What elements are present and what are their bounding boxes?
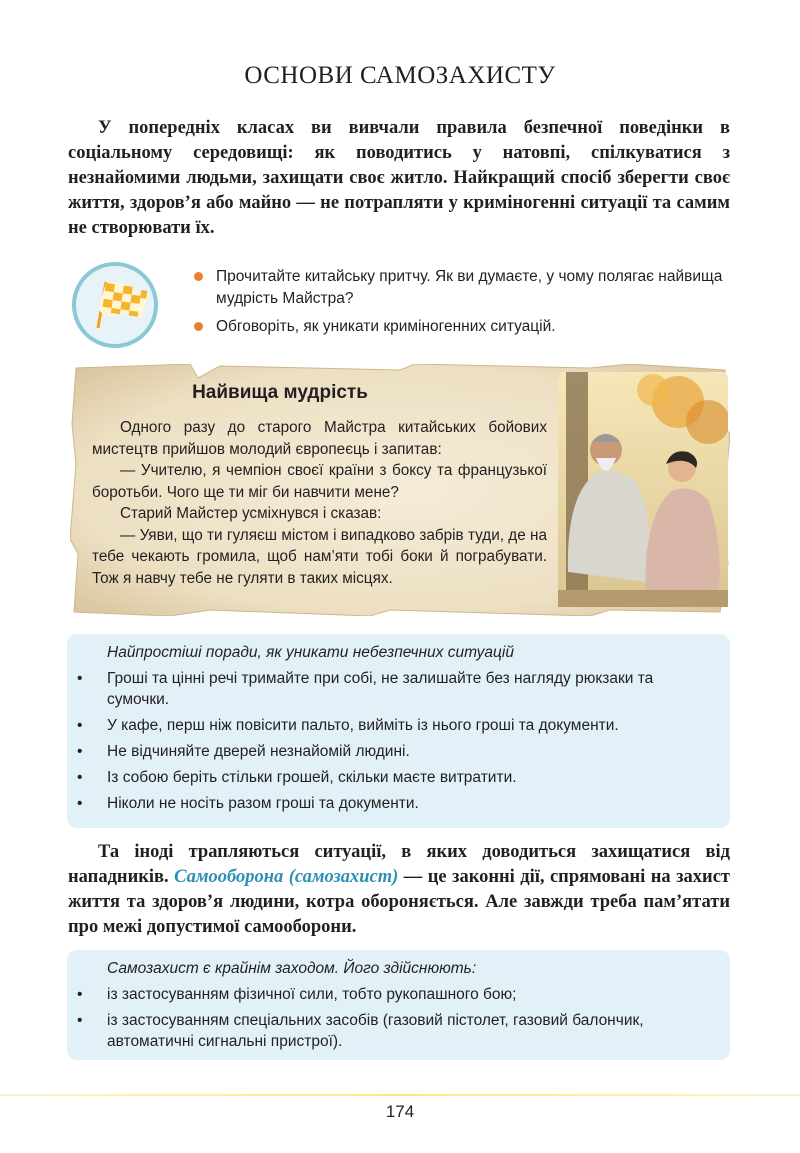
bullet-dot-icon [194,272,203,281]
story-paragraph: Старий Майстер усміхнувся і сказав: [120,505,382,522]
bullet-dot-icon [194,322,203,331]
story-paragraph: — Учителю, я чемпіон своєї країни з боксу та французької боротьби. Чого ще ти міг би навчити мене? [92,462,547,501]
list-item: • У кафе, перш ніж повісити пальто, вийміть із нього гроші та документи. [77,717,619,734]
tips-list [67,668,730,819]
footer-divider [0,1094,800,1096]
list-item: • Гроші та цінні речі тримайте при собі, не залишайте без нагляду рюкзаки та сумочки. [77,670,654,708]
story-parchment [70,364,730,616]
list-item: • Не відчиняйте дверей незнайомій людині. [77,743,410,760]
self-defense-paragraph: Та іноді трапляються ситуації, в яких доводиться захищатися від нападників. Самооборона (самозахист) — це законні дії, спрямовані на захист життя та здоров’я людини, котра обороняється. Але завжди треба пам’ятати про межі допустимої самооборони. [68,842,731,937]
checkered-flag-icon [72,262,158,348]
master-and-student-illustration [558,372,728,607]
means-list [67,984,730,1057]
story-text [92,417,547,589]
term-self-defense: Самооборона (самозахист) [174,867,399,887]
task-list [190,266,735,344]
page-title: ОСНОВИ САМОЗАХИСТУ [244,62,556,89]
story-title: Найвища мудрість [192,382,368,403]
list-item: • із застосуванням спеціальних засобів (газовий пістолет, газовий балончик, автоматичні сигнальні пристрої). [77,1012,644,1050]
intro-paragraph: У попередніх класах ви вивчали правила безпечної поведінки в соціальному середовищі: як поводитись у натовпі, спілкуватися з незнайомими людьми, захищати своє житло. Найкращий спосіб зберегти своє життя, здоров’я або майно — не потрапляти у криміногенні ситуації та самим не створювати їх. [68,118,730,238]
tips-box [67,634,730,828]
task-item: Прочитайте китайську притчу. Як ви думаєте, у чому полягає найвища мудрість Майстра? [190,266,735,310]
tips-heading: Найпростіші поради, як уникати небезпечних ситуацій [107,644,514,661]
list-item: • із застосуванням фізичної сили, тобто рукопашного бою; [77,986,517,1003]
self-defense-box [67,950,730,1060]
story-paragraph: Одного разу до старого Майстра китайських бойових мистецтв прийшов молодий європеєць і запитав: [92,419,547,458]
list-item: • Із собою беріть стільки грошей, скільки маєте витратити. [77,769,517,786]
page-number: 174 [385,1102,415,1121]
story-paragraph: — Уяви, що ти гуляєш містом і випадково забрів туди, де на тебе чекають громила, щоб нам’яти тобі боки й пограбувати. Тож я навчу тебе не гуляти в таких місцях. [92,526,547,587]
task-item: Обговоріть, як уникати криміногенних ситуацій. [190,316,735,338]
self-defense-heading: Самозахист є крайнім заходом. Його здійснюють: [107,960,477,977]
list-item: • Ніколи не носіть разом гроші та документи. [77,795,419,812]
